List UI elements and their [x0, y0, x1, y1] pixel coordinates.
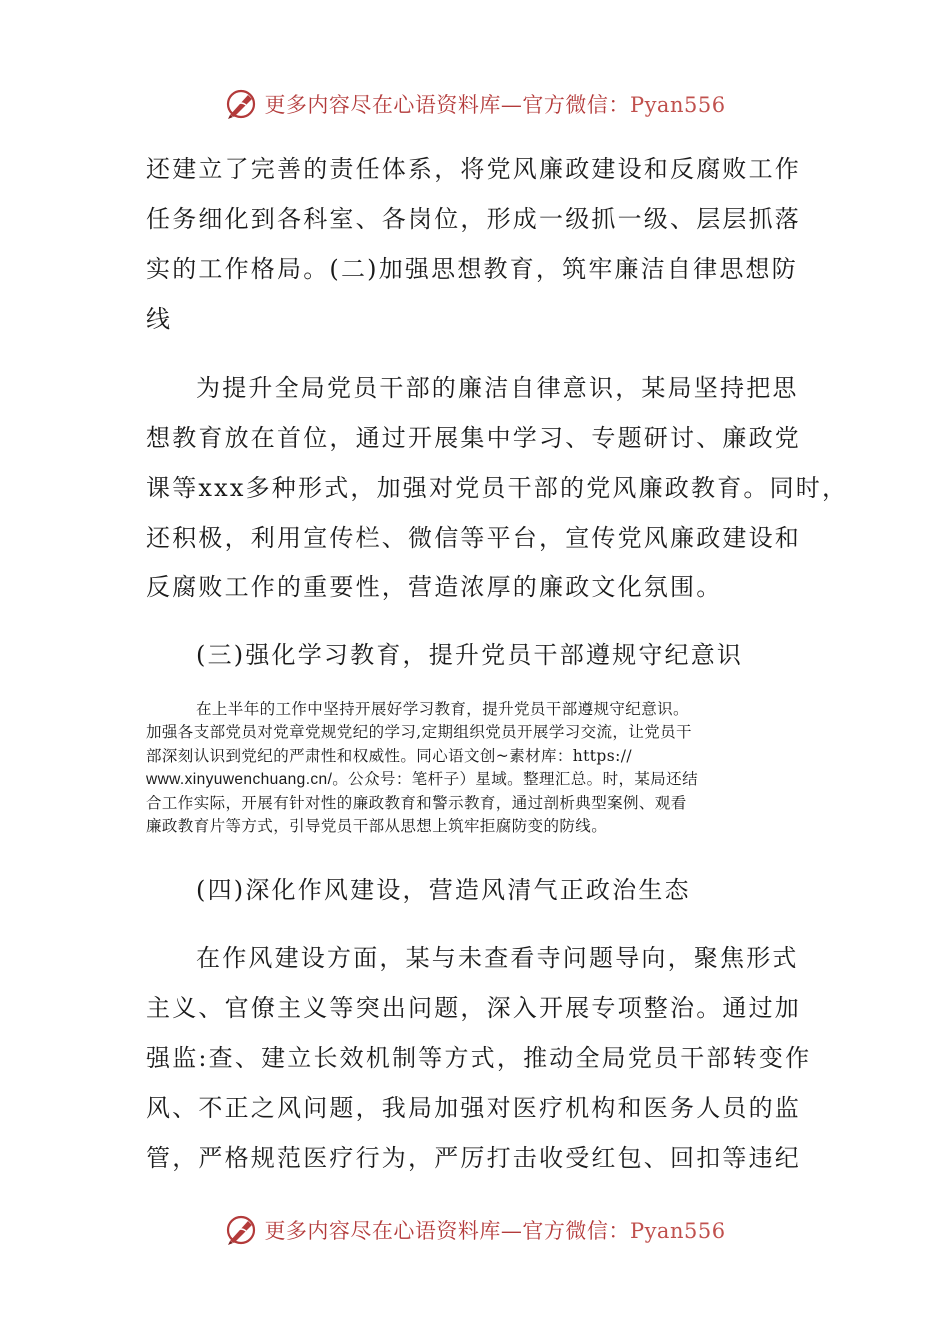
- small-text-line: 部深刻认识到党纪的严肃性和权威性。同心语文创~素材库：https://: [146, 746, 632, 765]
- small-text-line: 加强各支部党员对党章党规党纪的学习,定期组织党员开展学习交流，让党员干: [146, 723, 692, 742]
- paragraph-line: 为提升全局党员干部的廉洁自律意识，某局坚持把思: [196, 374, 799, 402]
- paragraph-line: 还建立了完善的责任体系，将党风廉政建设和反腐败工作: [146, 155, 801, 183]
- footer-wechat-id: Pyan556: [629, 1219, 726, 1243]
- footer-banner-text: 更多内容尽在心语资料库—官方微信：Pyan556: [264, 1219, 726, 1243]
- header-banner: [0, 84, 950, 124]
- paragraph-line: 线: [146, 305, 173, 333]
- paragraph-line: 反腐败工作的重要性，营造浓厚的廉政文化氛围。: [146, 573, 723, 601]
- paragraph-line: 想教育放在首位，通过开展集中学习、专题研讨、廉政党: [146, 424, 801, 452]
- paragraph-line: 风、不正之风问题，我局加强对医疗机构和医务人员的监: [146, 1094, 801, 1122]
- small-text-line: www.xinyuwenchuang.cn/。公众号：笔杆子）星域。整理汇总。时，某局还结: [146, 771, 698, 789]
- paragraph-line: 还积极，利用宣传栏、微信等平台，宣传党风廉政建设和: [146, 524, 801, 552]
- paragraph-line: 实的工作格局。(二)加强思想教育，筑牢廉洁自律思想防: [146, 255, 798, 283]
- paragraph-line: 在作风建设方面，某与未查看寺问题导向，聚焦形式: [196, 944, 799, 972]
- small-text-line: 合工作实际，开展有针对性的廉政教育和警示教育，通过剖析典型案例、观看: [146, 793, 687, 812]
- paragraph-line: 课等xxx多种形式，加强对党员干部的党风廉政教育。同时，: [146, 474, 849, 502]
- footer-banner: [0, 1210, 950, 1250]
- paragraph-line: 管，严格规范医疗行为，严厉打击收受红包、回扣等违纪: [146, 1144, 801, 1172]
- pen-logo-icon: [224, 1213, 258, 1247]
- small-text-line: 在上半年的工作中坚持开展好学习教育，提升党员干部遵规守纪意识。: [196, 700, 689, 718]
- section-heading: (三)强化学习教育，提升党员干部遵规守纪意识: [196, 641, 744, 669]
- paragraph-line: 任务细化到各科室、各岗位，形成一级抓一级、层层抓落: [146, 205, 801, 233]
- paragraph-line: 主义、官僚主义等突出问题，深入开展专项整治。通过加: [146, 994, 801, 1022]
- header-wechat-id: Pyan556: [629, 93, 726, 117]
- paragraph-line: 强监:查、建立长效机制等方式，推动全局党员干部转变作: [146, 1044, 812, 1072]
- header-banner-text: 更多内容尽在心语资料库—官方微信：Pyan556: [264, 93, 726, 117]
- small-text-line: 廉政教育片等方式，引导党员干部从思想上筑牢拒腐防变的防线。: [146, 816, 608, 835]
- small-text-block: [146, 698, 810, 838]
- pen-logo-icon: [224, 87, 258, 121]
- section-heading: (四)深化作风建设，营造风清气正政治生态: [196, 876, 691, 904]
